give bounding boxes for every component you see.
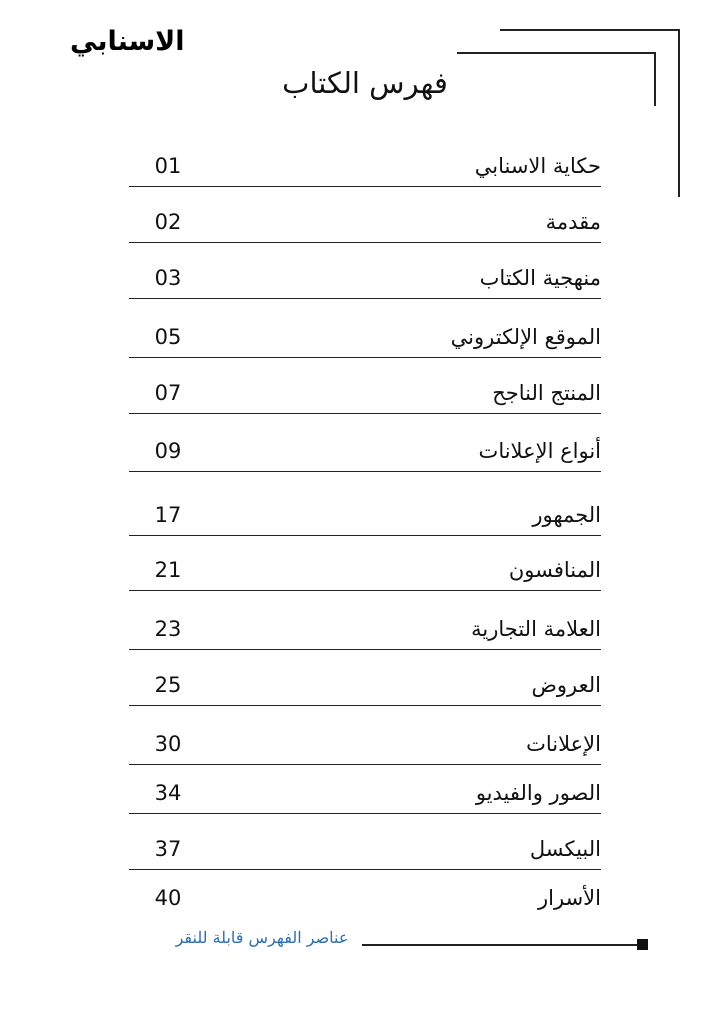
toc-item-page: 23 (154, 617, 182, 641)
toc-item-page: 03 (154, 266, 182, 290)
toc-item-page: 25 (154, 673, 182, 697)
toc-item-label: الجمهور (532, 503, 601, 527)
toc-item-12[interactable] (129, 765, 601, 814)
frame-line-top-inner (457, 52, 655, 54)
toc-item-14[interactable] (129, 870, 601, 914)
toc-item-2[interactable] (129, 187, 601, 243)
toc-item-label: العروض (531, 673, 601, 697)
footer-divider (362, 944, 640, 946)
toc-item-1[interactable] (129, 140, 601, 187)
toc-item-label: مقدمة (545, 210, 601, 234)
toc-item-label: العلامة التجارية (471, 617, 601, 641)
toc-item-page: 07 (154, 381, 182, 405)
toc-item-page: 37 (154, 837, 182, 861)
toc-item-label: المنافسون (508, 558, 601, 582)
toc-item-page: 30 (154, 732, 182, 756)
toc-item-7[interactable] (129, 472, 601, 536)
toc-item-13[interactable] (129, 814, 601, 870)
toc-item-label: أنواع الإعلانات (478, 439, 601, 463)
toc-item-label: الموقع الإلكتروني (450, 325, 601, 349)
toc-item-9[interactable] (129, 591, 601, 650)
toc-item-page: 17 (154, 503, 182, 527)
toc-item-page: 40 (154, 886, 182, 910)
toc-item-label: حكاية الاسنابي (474, 154, 601, 178)
toc-item-label: البيكسل (529, 837, 601, 861)
brand-logo: الاسنابي (70, 26, 185, 57)
toc-item-3[interactable] (129, 243, 601, 299)
toc-item-6[interactable] (129, 414, 601, 472)
frame-line-right-inner (654, 52, 656, 106)
toc-item-label: الصور والفيديو (475, 781, 601, 805)
frame-line-right-outer (678, 29, 680, 197)
toc-item-page: 05 (154, 325, 182, 349)
toc-item-page: 02 (154, 210, 182, 234)
toc-item-label: منهجية الكتاب (479, 266, 601, 290)
toc-item-page: 01 (154, 154, 182, 178)
toc-item-11[interactable] (129, 706, 601, 765)
toc-item-4[interactable] (129, 299, 601, 358)
toc-item-8[interactable] (129, 536, 601, 591)
toc-item-label: المنتج الناجح (492, 381, 601, 405)
toc-item-page: 34 (154, 781, 182, 805)
frame-line-top-outer (500, 29, 679, 31)
page-title: فهرس الكتاب (282, 66, 448, 100)
toc-item-10[interactable] (129, 650, 601, 706)
toc-item-page: 09 (154, 439, 182, 463)
toc-item-label: الأسرار (538, 886, 601, 910)
toc-item-label: الإعلانات (526, 732, 601, 756)
square-bullet-icon (637, 939, 648, 950)
toc-item-page: 21 (154, 558, 182, 582)
toc-item-5[interactable] (129, 358, 601, 414)
clickable-note: عناصر الفهرس قابلة للنقر (175, 928, 349, 947)
